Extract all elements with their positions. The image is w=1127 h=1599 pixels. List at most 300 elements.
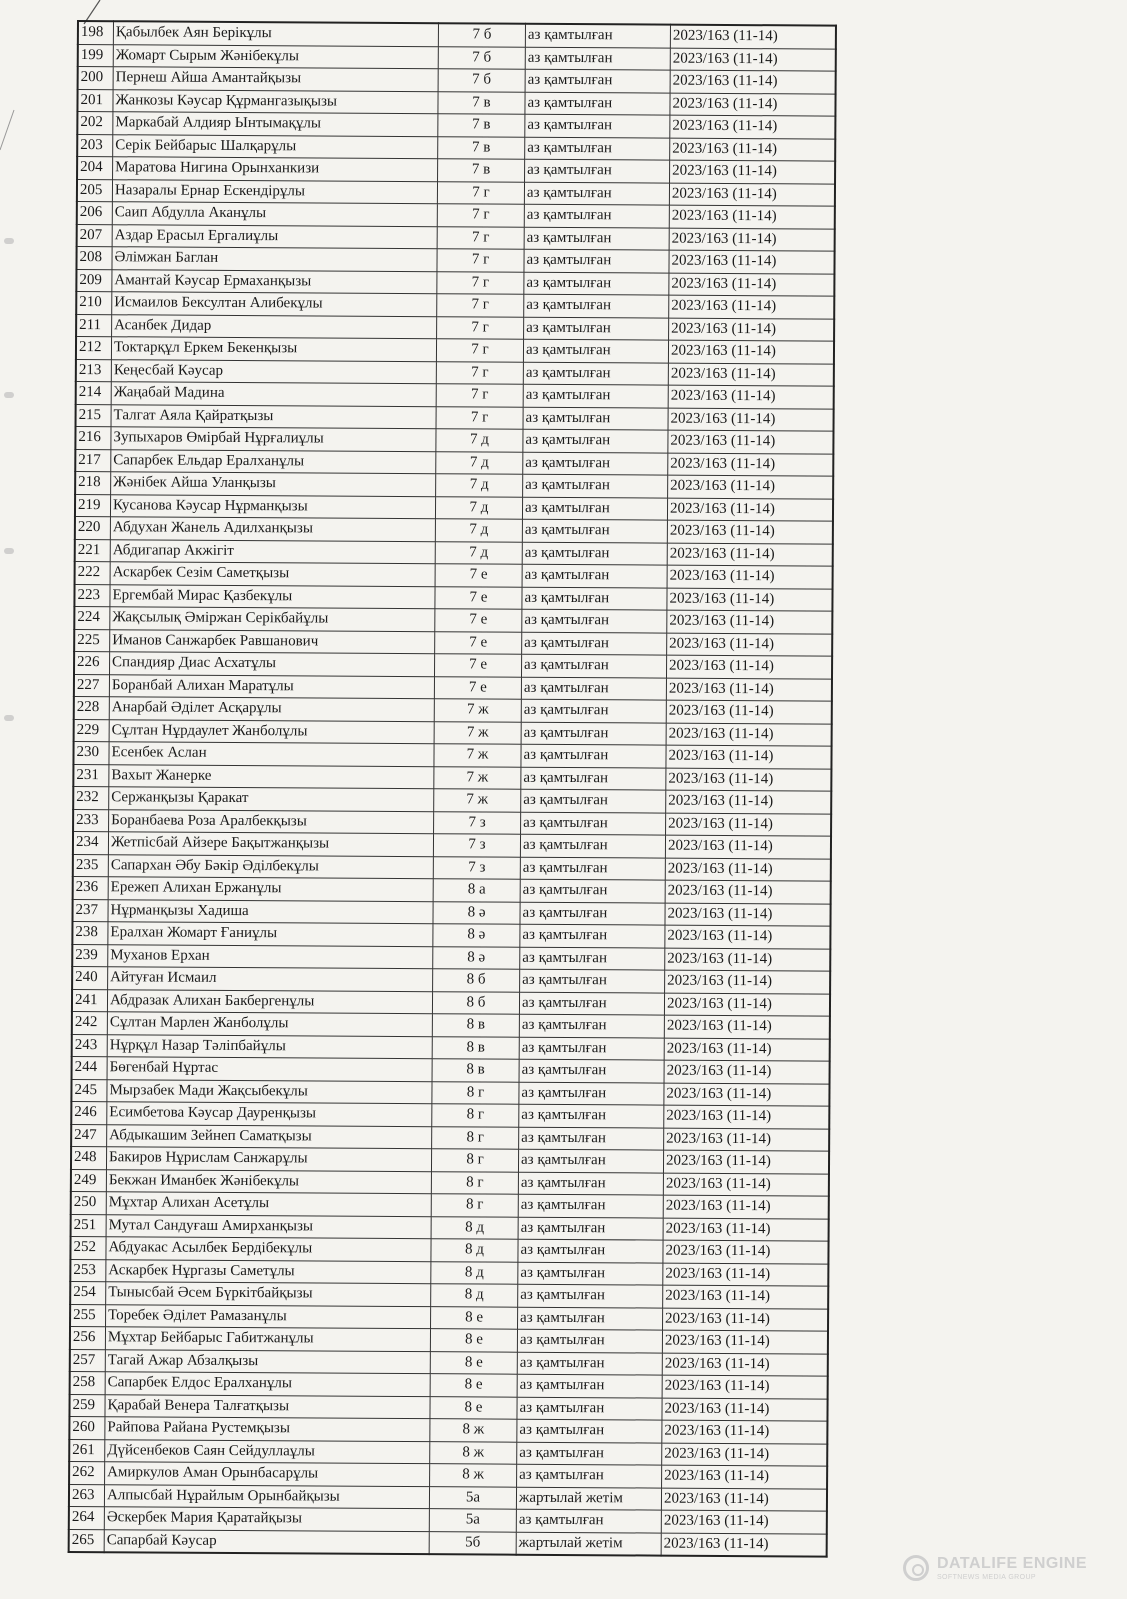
row-number: 260 [69, 1416, 105, 1439]
order-reference: 2023/163 (11-14) [666, 790, 832, 814]
support-status: аз қамтылған [523, 474, 668, 497]
order-reference: 2023/163 (11-14) [663, 1285, 829, 1309]
student-name: Торебек Әділет Рамазанұлы [106, 1304, 431, 1328]
support-status: аз қамтылған [525, 114, 670, 137]
order-reference: 2023/163 (11-14) [662, 1465, 828, 1489]
row-number: 262 [69, 1461, 105, 1484]
order-reference: 2023/163 (11-14) [668, 430, 834, 454]
row-number: 203 [77, 134, 113, 157]
student-name: Ералхан Жомарт Ғаниұлы [108, 922, 433, 946]
student-name: Маркабай Алдияр Ынтымақұлы [113, 112, 438, 136]
student-name: Боранбай Алихан Маратұлы [109, 674, 434, 698]
class-grade: 8 а [433, 879, 520, 902]
class-grade: 5а [429, 1486, 516, 1509]
student-name: Абдухан Жанель Адилханқызы [110, 517, 435, 541]
class-grade: 8 в [432, 1014, 519, 1037]
row-number: 206 [77, 202, 113, 225]
student-name: Сапархан Әбу Бәкір Әділбекұлы [108, 854, 433, 878]
student-name: Бекжан Иманбек Жәнібекұлы [106, 1169, 431, 1193]
class-grade: 7 г [437, 204, 524, 227]
support-status: аз қамтылған [517, 1419, 662, 1442]
class-grade: 8 б [432, 991, 519, 1014]
class-grade: 8 г [431, 1171, 518, 1194]
student-name: Райпова Райана Рустемқызы [105, 1417, 430, 1441]
class-grade: 7 б [438, 46, 525, 69]
row-number: 199 [78, 44, 114, 67]
order-reference: 2023/163 (11-14) [664, 993, 830, 1017]
support-status: аз қамтылған [524, 204, 669, 227]
class-grade: 7 ж [434, 789, 521, 812]
student-name: Сержанқызы Қаракат [109, 787, 434, 811]
class-grade: 8 г [431, 1194, 518, 1217]
support-status: аз қамтылған [521, 744, 666, 767]
class-grade: 7 б [438, 69, 525, 92]
table-row [69, 1529, 827, 1557]
row-number: 229 [74, 719, 110, 742]
support-status: аз қамтылған [519, 1127, 664, 1150]
row-number: 200 [78, 67, 114, 90]
row-number: 211 [76, 314, 112, 337]
row-number: 258 [70, 1371, 106, 1394]
class-grade: 8 е [430, 1374, 517, 1397]
student-name: Мұхтар Алихан Асетұлы [106, 1192, 431, 1216]
row-number: 241 [72, 989, 108, 1012]
student-name: Муханов Ерхан [108, 944, 433, 968]
student-name: Абдуакас Асылбек Бердібекұлы [106, 1237, 431, 1261]
student-name: Амиркулов Аман Орынбасарұлы [105, 1462, 430, 1486]
order-reference: 2023/163 (11-14) [670, 115, 836, 139]
order-reference: 2023/163 (11-14) [667, 520, 833, 544]
row-number: 233 [73, 809, 109, 832]
student-name: Есимбетова Кәусар Дауренқызы [107, 1102, 432, 1126]
class-grade: 7 г [437, 271, 524, 294]
class-grade: 8 ә [433, 901, 520, 924]
student-name: Сұлтан Нұрдаулет Жанболұлы [109, 719, 434, 743]
order-reference: 2023/163 (11-14) [664, 1128, 830, 1152]
support-status: жартылай жетім [516, 1532, 661, 1556]
class-grade: 7 е [435, 609, 522, 632]
order-reference: 2023/163 (11-14) [669, 273, 835, 297]
order-reference: 2023/163 (11-14) [668, 408, 834, 432]
support-status: аз қамтылған [519, 1037, 664, 1060]
student-name: Есенбек Аслан [109, 742, 434, 766]
support-status: аз қамтылған [518, 1149, 663, 1172]
support-status: аз қамтылған [522, 587, 667, 610]
student-name: Зупыхаров Өмірбай Нұрғалиұлы [111, 427, 436, 451]
support-status: аз қамтылған [524, 272, 669, 295]
support-status: аз қамтылған [520, 879, 665, 902]
row-number: 248 [71, 1146, 107, 1169]
class-grade: 8 ж [430, 1441, 517, 1464]
order-reference: 2023/163 (11-14) [670, 25, 836, 49]
support-status: аз қамтылған [525, 92, 670, 115]
student-name: Сапарбек Ельдар Ералханұлы [111, 449, 436, 473]
order-reference: 2023/163 (11-14) [664, 1038, 830, 1062]
row-number: 228 [74, 696, 110, 719]
support-status: аз қамтылған [517, 1397, 662, 1420]
student-name: Бакиров Нұрислам Санжарұлы [106, 1147, 431, 1171]
support-status: аз қамтылған [518, 1239, 663, 1262]
student-name: Жетпісбай Айзере Бақытжанқызы [108, 832, 433, 856]
class-grade: 7 д [436, 429, 523, 452]
row-number: 221 [75, 539, 111, 562]
support-status: аз қамтылған [523, 362, 668, 385]
class-grade: 8 г [432, 1104, 519, 1127]
class-grade: 8 е [430, 1329, 517, 1352]
order-reference: 2023/163 (11-14) [662, 1375, 828, 1399]
order-reference: 2023/163 (11-14) [666, 678, 832, 702]
row-number: 218 [75, 471, 111, 494]
row-number: 238 [72, 921, 108, 944]
order-reference: 2023/163 (11-14) [670, 160, 836, 184]
support-status: аз қамтылған [516, 1509, 661, 1532]
order-reference: 2023/163 (11-14) [668, 363, 834, 387]
order-reference: 2023/163 (11-14) [661, 1488, 827, 1512]
student-name: Жанкозы Кәусар Құрмангазықызы [113, 89, 438, 113]
row-number: 215 [76, 404, 112, 427]
row-number: 205 [77, 179, 113, 202]
row-number: 209 [76, 269, 112, 292]
row-number: 222 [75, 561, 111, 584]
support-status: аз қамтылған [521, 812, 666, 835]
order-reference: 2023/163 (11-14) [661, 1533, 827, 1557]
class-grade: 8 в [432, 1059, 519, 1082]
class-grade: 7 д [436, 451, 523, 474]
class-grade: 7 е [435, 564, 522, 587]
support-status: аз қамтылған [519, 1104, 664, 1127]
order-reference: 2023/163 (11-14) [670, 93, 836, 117]
order-reference: 2023/163 (11-14) [667, 610, 833, 634]
support-status: аз қамтылған [525, 24, 670, 48]
class-grade: 8 г [431, 1149, 518, 1172]
order-reference: 2023/163 (11-14) [668, 453, 834, 477]
student-name: Нұрманқызы Хадиша [108, 899, 433, 923]
order-reference: 2023/163 (11-14) [665, 948, 831, 972]
order-reference: 2023/163 (11-14) [663, 1218, 829, 1242]
order-reference: 2023/163 (11-14) [665, 835, 831, 859]
support-status: аз қамтылған [524, 249, 669, 272]
student-name: Әлімжан Баглан [112, 247, 437, 271]
student-name: Жаңабай Мадина [111, 382, 436, 406]
class-grade: 7 з [434, 811, 521, 834]
row-number: 231 [73, 764, 109, 787]
student-name: Нұрқұл Назар Тәліпбайұлы [107, 1034, 432, 1058]
student-name: Талгат Аяла Қайратқызы [111, 404, 436, 428]
student-name: Асанбек Дидар [112, 314, 437, 338]
class-grade: 7 г [437, 294, 524, 317]
order-reference: 2023/163 (11-14) [666, 813, 832, 837]
class-grade: 7 е [434, 676, 521, 699]
class-grade: 7 д [436, 474, 523, 497]
class-grade: 7 е [434, 654, 521, 677]
class-grade: 5а [429, 1509, 516, 1532]
row-number: 230 [73, 741, 109, 764]
support-status: аз қамтылған [520, 857, 665, 880]
support-status: жартылай жетім [516, 1487, 661, 1510]
order-reference: 2023/163 (11-14) [667, 633, 833, 657]
row-number: 252 [70, 1236, 106, 1259]
student-name: Жәнібек Айша Уланқызы [111, 472, 436, 496]
student-name: Сапарбек Елдос Ералханұлы [105, 1372, 430, 1396]
support-status: аз қамтылған [524, 182, 669, 205]
class-grade: 8 г [432, 1126, 519, 1149]
row-number: 246 [71, 1101, 107, 1124]
row-number: 232 [73, 786, 109, 809]
row-number: 254 [70, 1281, 106, 1304]
student-name: Мырзабек Мади Жақсыбекұлы [107, 1079, 432, 1103]
student-name: Анарбай Әділет Асқарұлы [109, 697, 434, 721]
class-grade: 7 г [437, 316, 524, 339]
order-reference: 2023/163 (11-14) [669, 295, 835, 319]
support-status: аз қамтылған [525, 137, 670, 160]
student-name: Жақсылық Әміржан Серікбайұлы [110, 607, 435, 631]
support-status: аз қамтылған [525, 69, 670, 92]
order-reference: 2023/163 (11-14) [665, 970, 831, 994]
student-name: Сұлтан Марлен Жанболұлы [107, 1012, 432, 1036]
order-reference: 2023/163 (11-14) [670, 138, 836, 162]
class-grade: 8 б [433, 969, 520, 992]
support-status: аз қамтылған [518, 1284, 663, 1307]
class-grade: 7 ж [434, 699, 521, 722]
row-number: 198 [78, 21, 114, 44]
order-reference: 2023/163 (11-14) [665, 925, 831, 949]
row-number: 239 [72, 944, 108, 967]
support-status: аз қамтылған [517, 1352, 662, 1375]
row-number: 202 [77, 112, 113, 135]
support-status: аз қамтылған [517, 1374, 662, 1397]
class-grade: 7 в [438, 159, 525, 182]
row-number: 243 [72, 1034, 108, 1057]
row-number: 212 [76, 337, 112, 360]
student-name: Айтуған Исмаил [108, 967, 433, 991]
order-reference: 2023/163 (11-14) [663, 1263, 829, 1287]
row-number: 247 [71, 1124, 107, 1147]
order-reference: 2023/163 (11-14) [664, 1083, 830, 1107]
order-reference: 2023/163 (11-14) [668, 340, 834, 364]
student-name: Ергембай Мирас Қазбекұлы [110, 584, 435, 608]
class-grade: 7 в [438, 114, 525, 137]
support-status: аз қамтылған [520, 947, 665, 970]
watermark-title: DATALIFE ENGINE [936, 1554, 1087, 1572]
order-reference: 2023/163 (11-14) [669, 318, 835, 342]
support-status: аз қамтылған [518, 1307, 663, 1330]
class-grade: 7 в [438, 136, 525, 159]
scan-speck [4, 548, 14, 554]
class-grade: 7 б [438, 23, 525, 47]
row-number: 214 [76, 381, 112, 404]
row-number: 220 [75, 516, 111, 539]
student-name: Исмаилов Бексултан Алибекұлы [112, 292, 437, 316]
student-roster-table [68, 20, 837, 1558]
row-number: 257 [70, 1349, 106, 1372]
class-grade: 8 ә [433, 946, 520, 969]
order-reference: 2023/163 (11-14) [667, 565, 833, 589]
order-reference: 2023/163 (11-14) [668, 385, 834, 409]
order-reference: 2023/163 (11-14) [666, 655, 832, 679]
class-grade: 7 г [437, 181, 524, 204]
order-reference: 2023/163 (11-14) [664, 1015, 830, 1039]
support-status: аз қамтылған [525, 47, 670, 70]
order-reference: 2023/163 (11-14) [668, 475, 834, 499]
support-status: аз қамтылған [517, 1464, 662, 1487]
student-name: Амантай Кәусар Ермаханқызы [112, 269, 437, 293]
support-status: аз қамтылған [523, 339, 668, 362]
support-status: аз қамтылған [524, 294, 669, 317]
row-number: 224 [74, 606, 110, 629]
student-name: Қарабай Венера Талғатқызы [105, 1394, 430, 1418]
support-status: аз қамтылған [522, 497, 667, 520]
row-number: 253 [70, 1259, 106, 1282]
support-status: аз қамтылған [521, 699, 666, 722]
class-grade: 8 е [430, 1351, 517, 1374]
support-status: аз қамтылған [518, 1172, 663, 1195]
class-grade: 8 е [431, 1306, 518, 1329]
support-status: аз қамтылған [523, 452, 668, 475]
class-grade: 7 з [433, 856, 520, 879]
watermark-subtitle: SOFTNEWS MEDIA GROUP [936, 1573, 1036, 1581]
student-name: Пернеш Айша Амантайқызы [113, 67, 438, 91]
row-number: 235 [73, 854, 109, 877]
order-reference: 2023/163 (11-14) [663, 1195, 829, 1219]
support-status: аз қамтылған [520, 834, 665, 857]
support-status: аз қамтылған [522, 519, 667, 542]
scan-speck [4, 392, 14, 398]
class-grade: 8 г [432, 1081, 519, 1104]
class-grade: 7 ж [434, 721, 521, 744]
row-number: 213 [76, 359, 112, 382]
watermark-text [937, 1556, 1087, 1581]
support-status: аз қамтылған [521, 789, 666, 812]
class-grade: 7 г [436, 361, 523, 384]
order-reference: 2023/163 (11-14) [667, 498, 833, 522]
order-reference: 2023/163 (11-14) [665, 903, 831, 927]
class-grade: 7 е [435, 631, 522, 654]
class-grade: 8 е [430, 1396, 517, 1419]
row-number: 236 [73, 876, 109, 899]
class-grade: 7 д [435, 496, 522, 519]
row-number: 264 [69, 1506, 105, 1529]
order-reference: 2023/163 (11-14) [666, 700, 832, 724]
row-number: 219 [75, 494, 111, 517]
row-number: 216 [75, 426, 111, 449]
order-reference: 2023/163 (11-14) [669, 205, 835, 229]
row-number: 263 [69, 1484, 105, 1507]
order-reference: 2023/163 (11-14) [669, 250, 835, 274]
support-status: аз қамтылған [524, 317, 669, 340]
class-grade: 7 г [436, 384, 523, 407]
class-grade: 8 ә [433, 924, 520, 947]
student-name: Сапарбай Кәусар [104, 1529, 429, 1554]
order-reference: 2023/163 (11-14) [661, 1510, 827, 1534]
student-name: Дүйсенбеков Саян Сейдуллаұлы [105, 1439, 430, 1463]
order-reference: 2023/163 (11-14) [667, 543, 833, 567]
support-status: аз қамтылған [523, 407, 668, 430]
student-name: Мұхтар Бейбарыс Габитжанұлы [105, 1327, 430, 1351]
support-status: аз қамтылған [518, 1262, 663, 1285]
row-number: 210 [76, 292, 112, 315]
row-number: 261 [69, 1439, 105, 1462]
row-number: 256 [70, 1326, 106, 1349]
order-reference: 2023/163 (11-14) [662, 1330, 828, 1354]
student-name: Токтарқұл Еркем Бекенқызы [111, 337, 436, 361]
row-number: 251 [71, 1214, 107, 1237]
student-name: Саип Абдулла Аканұлы [112, 202, 437, 226]
datalife-logo-icon [903, 1555, 929, 1581]
student-name: Спандияр Диас Асхатұлы [110, 652, 435, 676]
class-grade: 7 в [438, 91, 525, 114]
row-number: 250 [71, 1191, 107, 1214]
row-number: 223 [74, 584, 110, 607]
class-grade: 8 ж [430, 1464, 517, 1487]
class-grade: 7 з [433, 834, 520, 857]
student-name: Әскербек Мария Қаратайқызы [104, 1507, 429, 1531]
order-reference: 2023/163 (11-14) [666, 723, 832, 747]
row-number: 259 [69, 1394, 105, 1417]
support-status: аз қамтылған [518, 1217, 663, 1240]
class-grade: 8 д [431, 1239, 518, 1262]
row-number: 226 [74, 651, 110, 674]
class-grade: 8 д [431, 1216, 518, 1239]
scan-speck [4, 715, 14, 721]
support-status: аз қамтылған [522, 609, 667, 632]
order-reference: 2023/163 (11-14) [667, 588, 833, 612]
student-name: Абдразак Алихан Бакбергенұлы [107, 989, 432, 1013]
order-reference: 2023/163 (11-14) [664, 1105, 830, 1129]
support-status: аз қамтылған [519, 1014, 664, 1037]
order-reference: 2023/163 (11-14) [662, 1443, 828, 1467]
student-name: Иманов Санжарбек Равшанович [110, 629, 435, 653]
order-reference: 2023/163 (11-14) [669, 183, 835, 207]
row-number: 208 [76, 247, 112, 270]
row-number: 207 [77, 224, 113, 247]
support-status: аз қамтылған [521, 654, 666, 677]
support-status: аз қамтылған [521, 767, 666, 790]
student-name: Ережеп Алихан Ержанұлы [108, 877, 433, 901]
row-number: 249 [71, 1169, 107, 1192]
student-name: Кеңесбай Кәусар [111, 359, 436, 383]
scan-speck [4, 238, 14, 244]
order-reference: 2023/163 (11-14) [663, 1308, 829, 1332]
support-status: аз қамтылған [521, 677, 666, 700]
class-grade: 7 г [436, 339, 523, 362]
class-grade: 8 д [431, 1284, 518, 1307]
student-name: Алпысбай Нұрайлым Орынбайқызы [104, 1484, 429, 1508]
student-name: Аскарбек Нұргазы Саметұлы [106, 1259, 431, 1283]
class-grade: 7 д [435, 519, 522, 542]
class-grade: 7 ж [434, 744, 521, 767]
class-grade: 7 г [437, 226, 524, 249]
order-reference: 2023/163 (11-14) [663, 1173, 829, 1197]
student-name: Вахыт Жанерке [109, 764, 434, 788]
order-reference: 2023/163 (11-14) [669, 228, 835, 252]
row-number: 237 [72, 899, 108, 922]
order-reference: 2023/163 (11-14) [662, 1398, 828, 1422]
order-reference: 2023/163 (11-14) [665, 858, 831, 882]
support-status: аз қамтылған [525, 159, 670, 182]
student-name: Аскарбек Сезім Саметқызы [110, 562, 435, 586]
support-status: аз қамтылған [519, 992, 664, 1015]
support-status: аз қамтылған [517, 1329, 662, 1352]
class-grade: 7 г [437, 249, 524, 272]
row-number: 201 [77, 89, 113, 112]
student-name: Тагай Ажар Абзалқызы [105, 1349, 430, 1373]
order-reference: 2023/163 (11-14) [670, 70, 836, 94]
student-name: Бөгенбай Нұртас [107, 1057, 432, 1081]
row-number: 204 [77, 157, 113, 180]
order-reference: 2023/163 (11-14) [662, 1420, 828, 1444]
class-grade: 7 г [436, 406, 523, 429]
student-name: Назаралы Ернар Ескендірұлы [112, 179, 437, 203]
